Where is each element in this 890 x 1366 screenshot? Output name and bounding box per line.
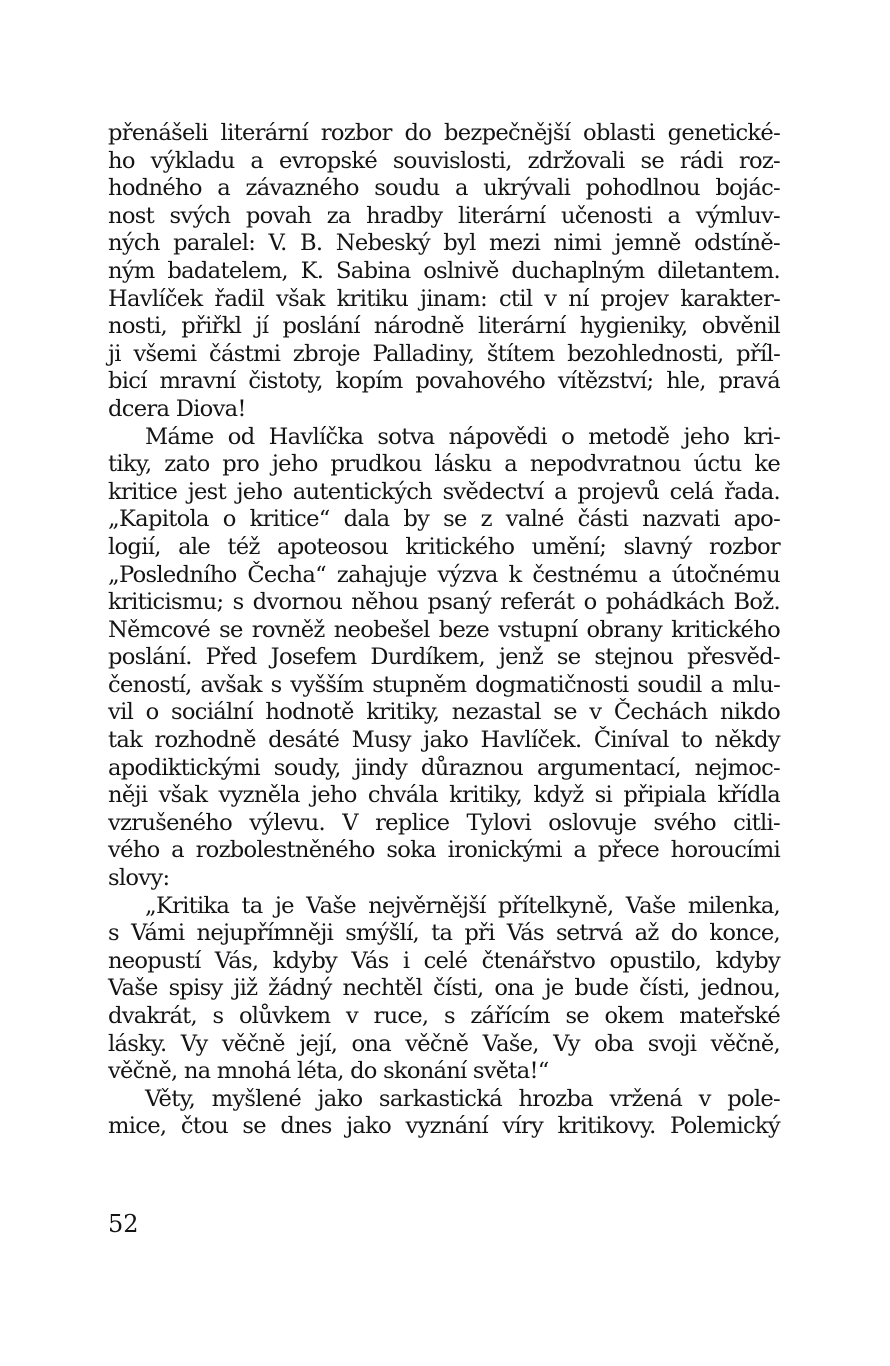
text-line: ným badatelem, K. Sabina oslnivě duchaplným diletantem. (108, 257, 780, 284)
text-line: slovy: (108, 865, 170, 892)
text-line: přenášeli literární rozbor do bezpečnější oblasti genetické- (108, 120, 780, 146)
text-line: kritice jest jeho autentických svědectví a projevů celá řada. (108, 478, 780, 505)
quote-line: lásky. Vy věčně její, ona věčně Vaše, Vy oba svoji věčně, (108, 1030, 780, 1057)
text-line: ho výkladu a evropské souvislosti, zdržovali se rádi roz- (108, 147, 780, 174)
quote-line: věčně, na mnohá léta, do skonání světa!“ (108, 1058, 549, 1085)
text-line: apodiktickými soudy, jindy důraznou argumentací, nejmoc- (108, 754, 780, 781)
quote-start-line: „Kritika ta je Vaše nejvěrnější přítelkyně, Vaše milenka, (145, 892, 780, 919)
text-line: vého a rozbolestněného soka ironickými a přece horoucími (108, 837, 780, 864)
text-line: Němcové se rovněž neobešel beze vstupní obrany kritického (108, 616, 780, 643)
paragraph-start-line: Máme od Havlíčka sotva nápovědi o metodě jeho kri- (145, 423, 780, 450)
text-line: Havlíček řadil však kritiku jinam: ctil v ní projev karakter- (108, 285, 780, 312)
text-line: hodného a závazného soudu a ukrývali pohodlnou bojác- (108, 175, 780, 202)
text-line: logií, ale též apoteosou kritického umění; slavný rozbor (108, 533, 780, 560)
text-line: mice, čtou se dnes jako vyznání víry kritikovy. Polemický (108, 1113, 780, 1140)
text-line: poslání. Před Josefem Durdíkem, jenž se stejnou přesvěd- (108, 644, 780, 671)
text-line: „Kapitola o kritice“ dala by se z valné části nazvati apo- (108, 506, 780, 533)
page-number: 52 (108, 1210, 139, 1238)
text-line: „Posledního Čecha“ zahajuje výzva k čestnému a útočnému (108, 561, 780, 588)
text-line: nosti, přiřkl jí poslání národně literární hygieniky, obvěnil (108, 313, 780, 340)
text-line: vil o sociální hodnotě kritiky, nezastal se v Čechách nikdo (108, 699, 780, 726)
text-line: nost svých povah za hradby literární učenosti a výmluv- (108, 202, 780, 229)
text-line: tiky, zato pro jeho prudkou lásku a nepodvratnou úctu ke (108, 451, 780, 478)
text-line: bicí mravní čistoty, kopím povahového vítězství; hle, pravá (108, 368, 780, 395)
text-line: ji všemi částmi zbroje Palladiny, štítem bezohlednosti, příl- (108, 340, 780, 367)
paragraph-start-line: Věty, myšlené jako sarkastická hrozba vržená v pole- (145, 1085, 780, 1112)
text-line: dcera Diova! (108, 395, 246, 422)
text-line: něji však vyzněla jeho chvála kritiky, když si připiala křídla (108, 782, 780, 809)
text-line: čeností, avšak s vyšším stupněm dogmatičnosti soudil a mlu- (108, 671, 780, 698)
quote-line: Vaše spisy již žádný nechtěl čísti, ona je bude čísti, jednou, (108, 975, 780, 1002)
body-text (108, 120, 780, 1141)
text-line: tak rozhodně desáté Musy jako Havlíček. Činíval to někdy (108, 727, 780, 754)
quote-line: dvakrát, s olůvkem v ruce, s zářícím se okem mateřské (108, 1003, 780, 1029)
quote-line: neopustí Vás, kdyby Vás i celé čtenářstvo opustilo, kdyby (108, 947, 780, 974)
quote-line: s Vámi nejupřímněji smýšlí, ta při Vás setrvá až do konce, (108, 920, 780, 947)
text-line: vzrušeného výlevu. V replice Tylovi oslovuje svého citli- (108, 809, 780, 836)
text-line: ných paralel: V. B. Nebeský byl mezi nimi jemně odstíně- (108, 230, 780, 257)
text-line: kriticismu; s dvornou něhou psaný referát o pohádkách Bož. (108, 589, 780, 616)
